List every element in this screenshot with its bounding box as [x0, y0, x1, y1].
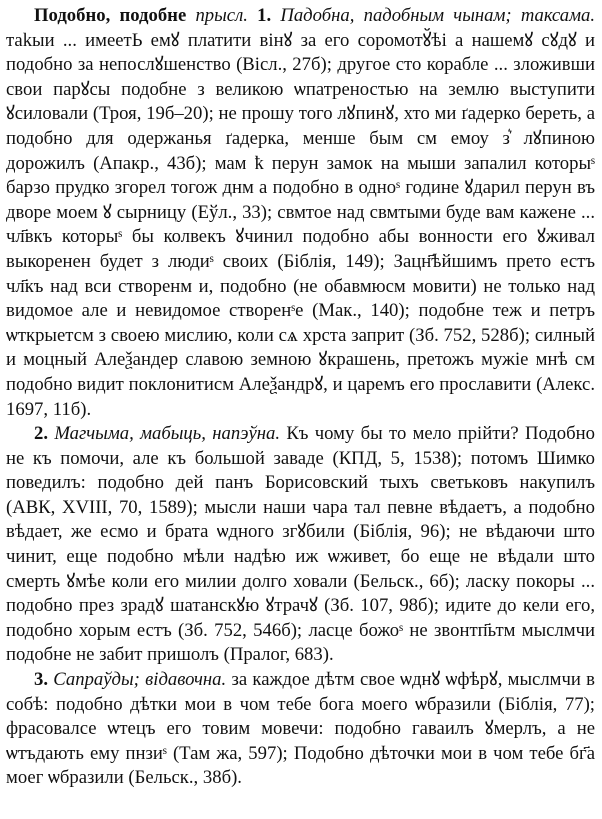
grammar-label: прысл.	[195, 5, 248, 26]
sense-text: за каждое дѣтм свое ѡднꙋ ѡфѣрꙋ, мыслмчи в собѣ: подобно дѣтки мои в чом тебе бога моего ѡбразили (Біблія, 77); фрасовалсе ѡтецъ его товим мовечи: подобно гаваилъ ꙋмерлъ, а не ѡтъдають ему пнзиˢ (Там жа, 597); Подобно дѣточки мои в чом тебе бг҃а моег ѡбразили (Бельск., 38б).	[6, 669, 596, 789]
sense-number: 3.	[34, 669, 49, 691]
entry-sense-1	[6, 4, 595, 422]
sense-definition: Магчыма, мабыць, напэўна.	[54, 423, 281, 445]
entry-sense-2	[6, 422, 595, 668]
headword: Подобно, подобне	[34, 5, 187, 26]
sense-definition: Сапраўды; відавочна.	[53, 669, 227, 691]
sense-text: таkыи ... имеетЬ емꙋ платити вінꙋ за его соромотꙋ̆ѣі а нашемꙋ сꙋдꙋ и подобно за непослꙋшенство (Вісл., 27б); другое сто корабле ... зложивши свои парꙋсы подобне з великою ѡпатреностью на землю выступити ꙋсиловали (Троя, 19б–20); не прошу того лꙋпинꙋ, хто ми ґадерко береть, а подобно для одержанья ґадерка, менше бым см емоу з͛ лꙋпиною дорожилъ (Апакр., 43б); мам ҟ перун замок на мыши запалил которыˢ барзо прудко згорел тогож днм а подобно в одноˢ године ꙋдарил перун въ дворе моем ꙋ сырницу (Еўл., 33); свмтое над свмтыми буде вам кажене ... чл҃вкъ которыˢ бы колвекъ ꙋчинил подобно абы вонности его ꙋживал выкоренен будет з людиˢ своих (Біблія, 149); Зацн҃ѣйшимъ прето естъ чл҃къ над вси створенм и, подобно (не обавмюсм мовити) не только над видомое але и невидомое створенˢе (Мак., 140); подобне теж и петръ ѡткрыетсм з своею мислию, коли сѧ хрста заприт (Зб. 752, 528б); силный и моцный Алеѯандер славою земною ꙋкрашень, претожъ мужіе мнѣ см подобно видит поклонитисм Алеѯандрꙋ, и царемъ его прославити (Алекс. 1697, 11б).	[6, 29, 595, 420]
sense-number: 2.	[34, 423, 49, 445]
sense-text: Къ чому бы то мело прійти? Подобно не къ помочи, але къ большой заваде (КПД, 5, 1538); потомъ Шимко поведилъ: подобно дей панъ Борисовский тыхъ светьковъ накупилъ (АВК, XVIII, 70, 1589); мысли наши чара тал певне вѣдаетъ, а подобно вѣдает, же есмо и брата ѡдного згꙋбили (Біблія, 96); не вѣдаючи што чинит, еще подобно мѣли надѣю иж ѡживет, бо еще не вѣдали што смерть ꙋмѣе коли его милии долго ховали (Бельск., 6б); ласку покоры ... подобно през зрадꙋ шатанскꙋю ꙋтрачꙋ (Зб. 107, 98б); идите до кели его, подобно хорым естъ (Зб. 752, 546б); ласце божоˢ не звонтп҃ьтм мыслмчи подобне не забит пришолъ (Пралог, 683).	[6, 423, 596, 666]
sense-definition: Падобна, падобным чынам; таксама.	[280, 5, 596, 26]
entry-sense-3	[6, 668, 595, 791]
sense-number: 1.	[257, 5, 272, 26]
